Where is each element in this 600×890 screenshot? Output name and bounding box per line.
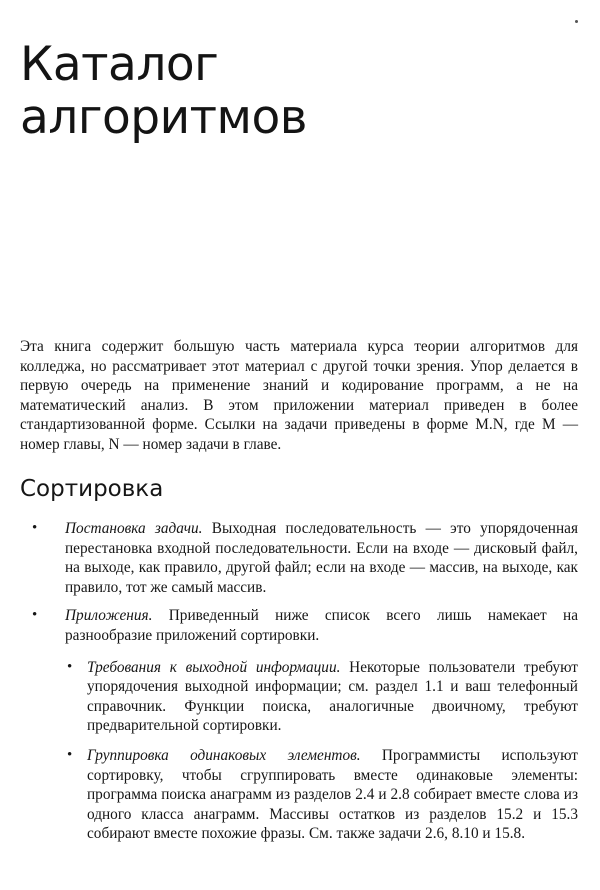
list-item-applications [20,606,578,844]
chapter-title-line2: алгоритмов [20,90,307,145]
list-item-text: Приведенный ниже список всего лишь намекает на разнообразие приложений сортировки. [65,607,578,644]
applications-sublist [65,658,578,844]
bullet-icon: • [32,607,38,624]
sublist-item-term: Группировка одинаковых элементов. [87,746,361,764]
sublist-item-grouping [65,746,578,844]
list-item-text: Выходная последовательность — это упорядоченная перестановка входной последовательности. Если на входе — дисковый файл, на выходе, как правило, другой файл; если на входе — массив, на выходе, как правило, тот же самый массив. [65,520,579,596]
sorting-list [20,519,578,854]
sublist-item-text: Программисты используют сортировку, чтобы сгруппировать вместе одинаковые элементы: программа поиска анаграмм из разделов 2.4 и 2.8 собирает вместе слова из одного класса анаграмм. Массивы остатков из разделов 15.2 и 15.3 собирают вместе похожие фразы. См. также задачи 2.6, 8.10 и 15.8. [87,746,578,843]
chapter-title-line1: Каталог [20,37,219,92]
bullet-icon: • [32,520,38,536]
list-item-term: Приложения. [65,607,153,625]
sublist-item-output [65,658,578,736]
chapter-title [20,38,580,144]
list-item-term: Постановка задачи. [65,520,203,537]
corner-mark [575,20,578,23]
section-title: Сортировка [20,476,164,502]
sublist-item-text: Некоторые пользователи требуют упорядочения выходной информации; см. раздел 1.1 и ваш телефонный справочник. Функции поиска, аналогичные двоичному, требуют предварительной сортировки. [87,658,578,735]
sublist-item-term: Требования к выходной информации. [87,658,341,676]
intro-paragraph: Эта книга содержит большую часть материала курса теории алгоритмов для колледжа, но рассматривает этот материал с другой точки зрения. Упор делается в первую очередь на применение знаний и кодирование программ, а не на математический анализ. В этом приложении материал приведен в более стандартизованной форме. Ссылки на задачи приведены в форме M.N, где M — номер главы, N — номер задачи в главе. [20,338,578,453]
bullet-icon: • [67,746,73,763]
list-item-problem [20,519,578,597]
bullet-icon: • [67,658,73,675]
